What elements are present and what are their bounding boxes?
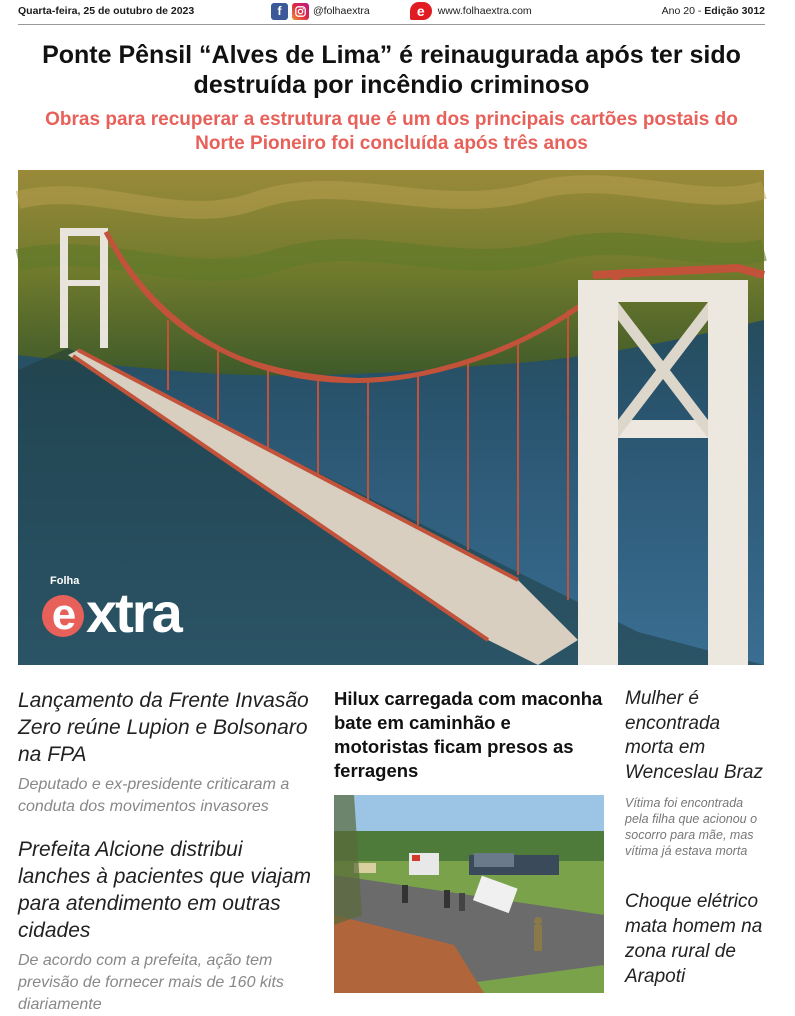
story-title[interactable]: Lançamento da Frente Invasão Zero reúne Lupion e Bolsonaro na FPA bbox=[18, 689, 309, 766]
logo-e: e bbox=[42, 595, 84, 637]
edition-year: Ano 20 - bbox=[661, 5, 705, 17]
edition-info bbox=[662, 5, 765, 17]
masthead-bar bbox=[18, 0, 765, 22]
left-column bbox=[18, 687, 318, 1016]
story-title[interactable]: Prefeita Alcione distribui lanches à pacientes que viajam para atendimento em outras cidades bbox=[18, 838, 312, 942]
instagram-icon[interactable] bbox=[292, 3, 309, 20]
edition-number: Edição 3012 bbox=[704, 5, 765, 17]
issue-date: Quarta-feira, 25 de outubro de 2023 bbox=[18, 5, 195, 17]
story-hilux-title[interactable]: Hilux carregada com maconha bate em caminhão e motoristas ficam presos as ferragens bbox=[334, 688, 603, 781]
header-divider bbox=[18, 24, 765, 25]
website-link[interactable] bbox=[410, 2, 532, 20]
right-column bbox=[625, 687, 770, 989]
story-mulher-encontrada[interactable] bbox=[625, 687, 770, 859]
story-summary: Vítima foi encontrada pela filha que acionou o socorro para mãe, mas vítima já estava morta bbox=[625, 796, 758, 858]
story-summary: Deputado e ex-presidente criticaram a conduta dos movimentos invasores bbox=[18, 776, 290, 815]
website-url[interactable]: www.folhaextra.com bbox=[437, 5, 532, 17]
social-handle[interactable]: @folhaextra bbox=[312, 5, 370, 17]
center-column bbox=[334, 687, 604, 993]
main-subheadline: Obras para recuperar a estrutura que é um dos principais cartões postais do Norte Pioneiro foi concluída após três anos bbox=[45, 109, 738, 154]
story-title[interactable]: Mulher é encontrada morta em Wenceslau Braz bbox=[625, 688, 763, 783]
accident-photo[interactable] bbox=[334, 795, 604, 993]
logo-folha: Folha bbox=[50, 575, 80, 587]
story-choque-eletrico[interactable] bbox=[625, 889, 770, 989]
folhaextra-logo bbox=[42, 575, 181, 644]
folhaextra-e-icon: e bbox=[410, 2, 432, 20]
facebook-icon[interactable]: f bbox=[271, 3, 288, 20]
logo-wordmark bbox=[42, 581, 181, 644]
logo-xtra: xtra bbox=[86, 581, 181, 644]
story-summary: De acordo com a prefeita, ação tem previsão de fornecer mais de 160 kits diariamente bbox=[18, 952, 284, 1013]
story-frente-invasao[interactable] bbox=[18, 687, 318, 818]
main-headline[interactable]: Ponte Pênsil “Alves de Lima” é reinaugurada após ter sido destruída por incêndio criminoso bbox=[42, 41, 741, 99]
story-prefeita-alcione[interactable] bbox=[18, 836, 318, 1016]
social-links bbox=[271, 3, 370, 20]
story-title[interactable]: Choque elétrico mata homem na zona rural de Arapoti bbox=[625, 891, 763, 987]
